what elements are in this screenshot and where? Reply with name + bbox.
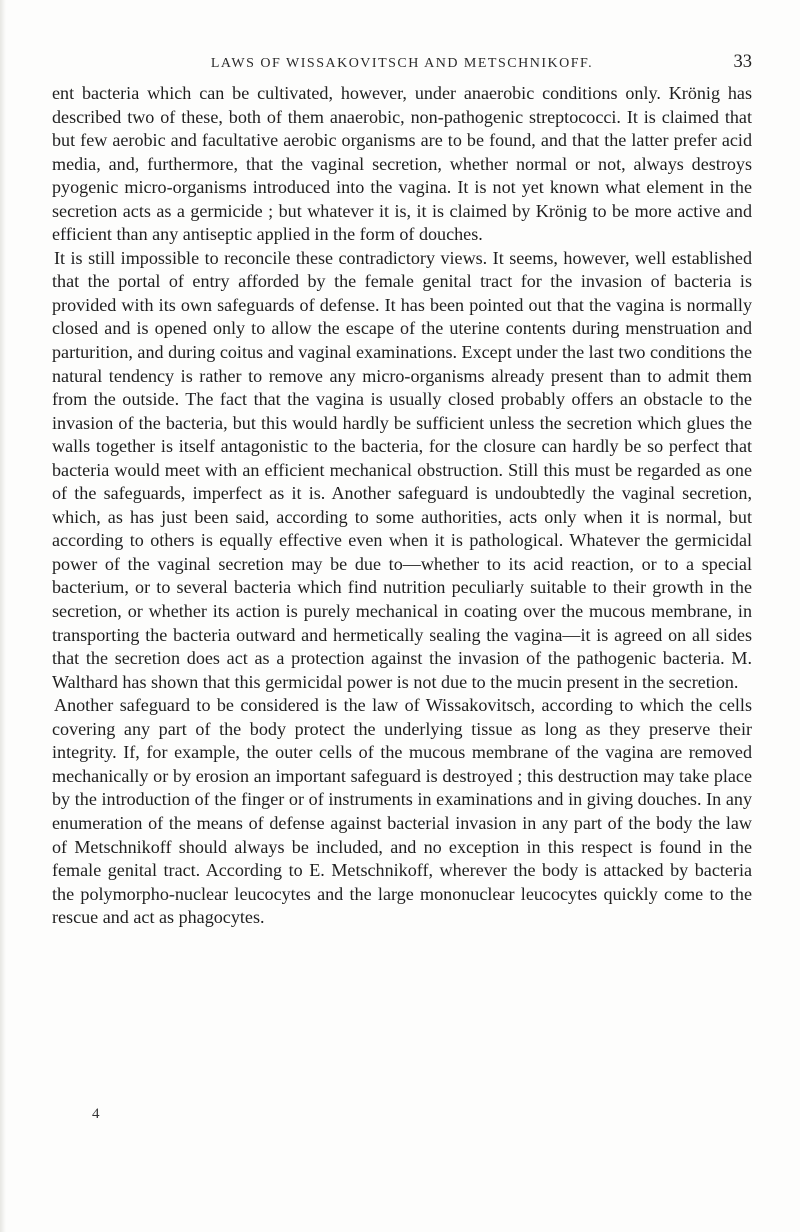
page-edge-shadow bbox=[0, 0, 6, 1232]
paragraph-1: ent bacteria which can be cultivated, however, under anaerobic conditions only. Krönig has described two of these, both of them anaerobic, non-pathogenic streptococci. It is claimed that but few aerobic and facultative aerobic organisms are to be found, and that the latter prefer acid media, and, furthermore, that the vaginal secretion, whether normal or not, always destroys pyogenic micro-organisms introduced into the vagina. It is not yet known what element in the secretion acts as a germicide ; but whatever it is, it is claimed by Krönig to be more active and efficient than any antiseptic applied in the form of douches. bbox=[52, 83, 752, 245]
body-text bbox=[52, 82, 752, 930]
paragraph-2: It is still impossible to reconcile these contradictory views. It seems, however, well established that the portal of entry afforded by the female genital tract for the invasion of bacteria is provided with its own safeguards of defense. It has been pointed out that the vagina is normally closed and is opened only to allow the escape of the uterine contents during menstruation and parturition, and during coitus and vaginal examinations. Except under the last two conditions the natural tendency is rather to remove any micro-organisms already present than to admit them from the outside. The fact that the vagina is usually closed probably offers an obstacle to the invasion of the bacteria, but this would hardly be sufficient unless the secretion which glues the walls together is itself antagonistic to the bacteria, for the closure can hardly be so perfect that bacteria would meet with an efficient mechanical obstruction. Still this must be regarded as one of the safeguards, imperfect as it is. Another safeguard is undoubtedly the vaginal secretion, which, as has just been said, according to some authorities, acts only when it is normal, but according to others is equally effective even when it is pathological. Whatever the germicidal power of the vaginal secretion may be due to—whether to its acid reaction, or to a special bacterium, or to several bacteria which find nutrition peculiarly suitable to their growth in the secretion, or whether its action is purely mechanical in coating over the mucous membrane, in transporting the bacteria outward and hermetically sealing the vagina—it is agreed on all sides that the secretion does act as a protection against the invasion of the pathogenic bacteria. M. Walthard has shown that this germicidal power is not due to the mucin present in the secretion. bbox=[52, 247, 752, 692]
paragraph-3: Another safeguard to be considered is the law of Wissakovitsch, according to which the cells covering any part of the body protect the underlying tissue as long as they preserve their integrity. If, for example, the outer cells of the mucous membrane of the vagina are removed mechanically or by erosion an important safeguard is destroyed ; this destruction may take place by the introduction of the finger or of instruments in examinations and in giving douches. In any enumeration of the means of defense against bacterial invasion in any part of the body the law of Metschnikoff should always be included, and no exception in this respect is found in the female genital tract. According to E. Metschnikoff, wherever the body is attacked by bacteria the polymorpho-nuclear leucocytes and the large mononuclear leucocytes quickly come to the rescue and act as phagocytes. bbox=[52, 695, 752, 928]
page-header bbox=[52, 52, 752, 78]
page-number: 33 bbox=[733, 52, 752, 72]
running-head: LAWS OF WISSAKOVITSCH AND METSCHNIKOFF. bbox=[210, 56, 594, 71]
signature-mark: 4 bbox=[92, 1106, 100, 1122]
